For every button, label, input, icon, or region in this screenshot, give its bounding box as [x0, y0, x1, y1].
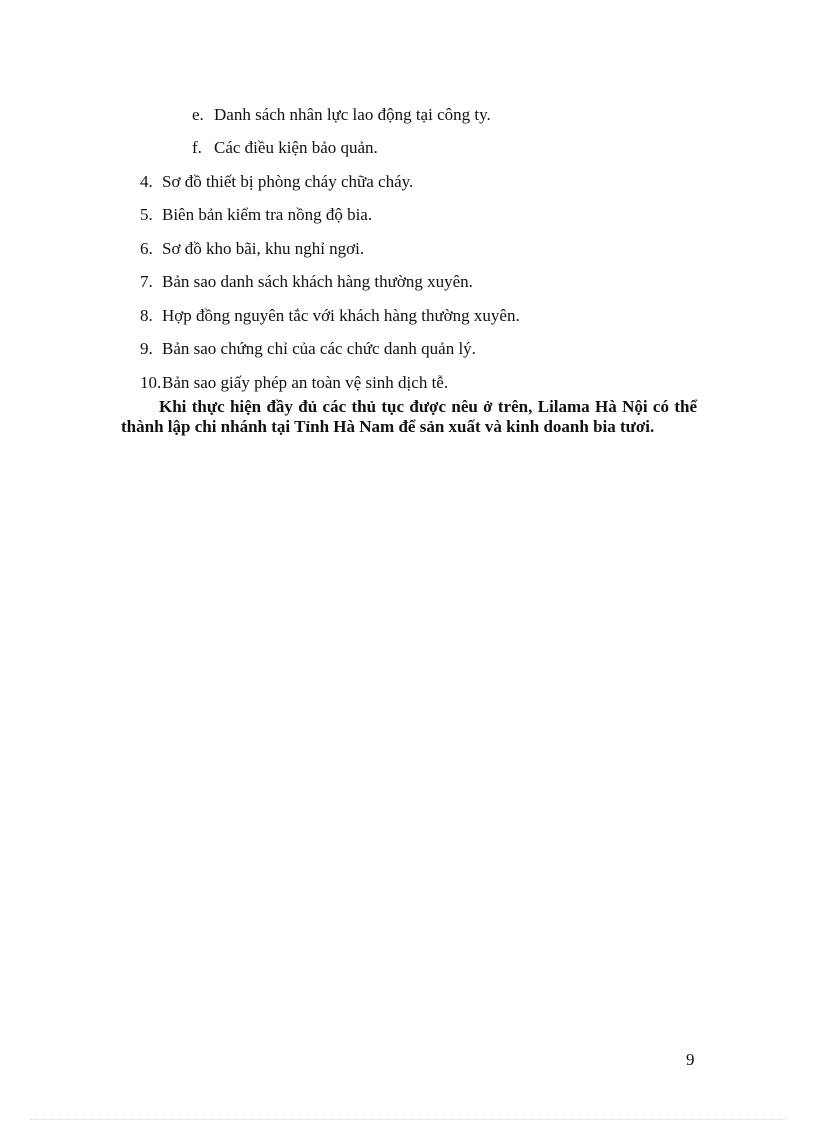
list-item-marker: 9. [140, 339, 153, 358]
list-item-marker: 10. [140, 373, 162, 392]
page-bottom-divider [30, 1119, 786, 1120]
list-item-marker: 4. [140, 172, 153, 191]
list-item-marker: f. [192, 138, 202, 157]
list-item-marker: 8. [140, 306, 153, 325]
list-item [140, 339, 476, 359]
list-item-text: Hợp đồng nguyên tắc với khách hàng thường xuyên. [162, 306, 520, 325]
list-item [140, 306, 520, 326]
page-number: 9 [686, 1050, 695, 1069]
list-item-marker: 7. [140, 272, 153, 291]
list-item-text: Bản sao chứng chỉ của các chức danh quản lý. [162, 339, 476, 358]
list-item-marker: e. [192, 105, 204, 124]
list-item-text: Các điều kiện bảo quản. [214, 138, 378, 157]
list-item [140, 172, 413, 192]
list-item [140, 239, 364, 259]
list-item-text: Sơ đồ kho bãi, khu nghỉ ngơi. [162, 239, 365, 258]
list-item [140, 205, 372, 225]
list-item-text: Bản sao giấy phép an toàn vệ sinh dịch tễ. [162, 373, 449, 392]
list-item [140, 272, 473, 292]
list-item-marker: 5. [140, 205, 153, 224]
list-item-text: Bản sao danh sách khách hàng thường xuyên. [162, 272, 473, 291]
list-item-text: Sơ đồ thiết bị phòng cháy chữa cháy. [162, 172, 414, 191]
list-item [192, 105, 491, 125]
list-item [140, 373, 448, 393]
list-item-text: Danh sách nhân lực lao động tại công ty. [214, 105, 491, 124]
closing-paragraph: Khi thực hiện đầy đủ các thủ tục được nêu ở trên, Lilama Hà Nội có thể thành lập chi nhánh tại Tỉnh Hà Nam để sản xuất và kinh doanh bia tươi. [121, 397, 697, 436]
list-item-marker: 6. [140, 239, 153, 258]
list-item-text: Biên bản kiểm tra nồng độ bia. [162, 205, 373, 224]
list-item [192, 138, 378, 158]
